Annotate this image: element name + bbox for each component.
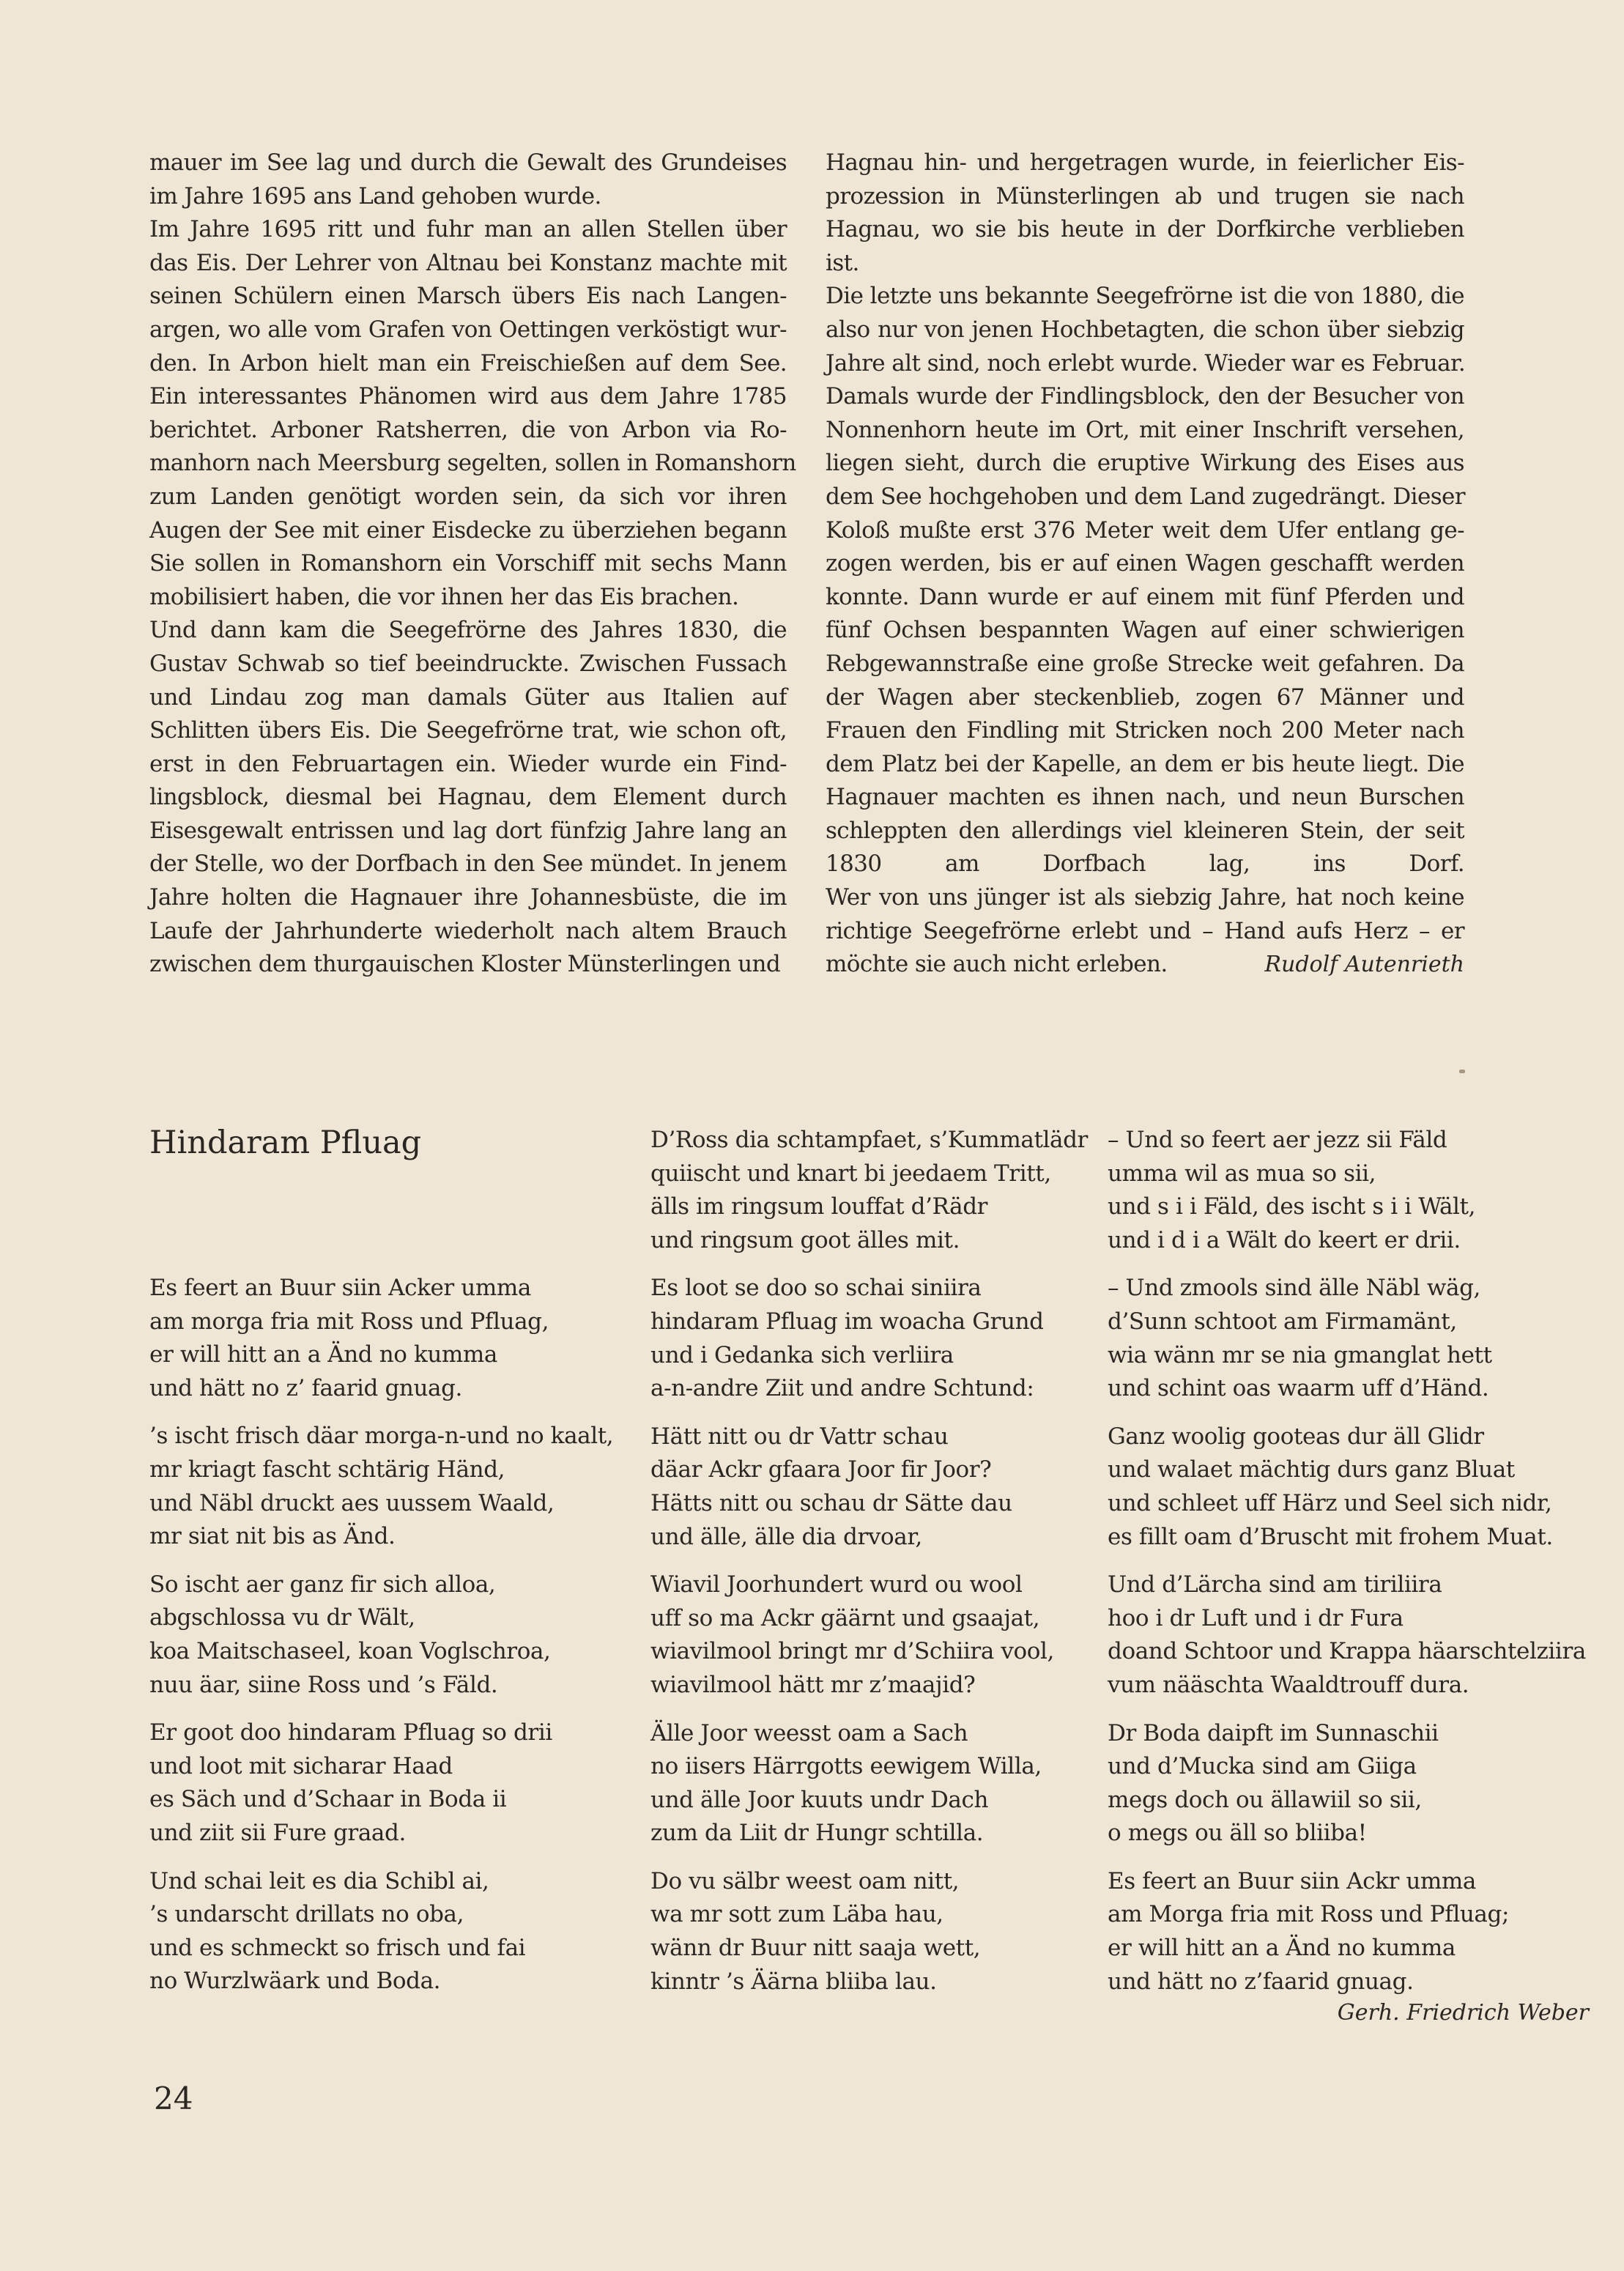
poem-line: Er goot doo hindaram Pfluag so drii — [149, 1719, 552, 1746]
poem-line: umma wil as mua so sii, — [1108, 1160, 1376, 1187]
poem-line: und es schmeckt so frisch und fai — [149, 1934, 526, 1961]
article-line: zwischen dem thurgauischen Kloster Münsterlingen und — [149, 951, 781, 978]
poem-line: es fillt oam d’Bruscht mit frohem Muat. — [1108, 1523, 1553, 1550]
poem-line: und schint oas waarm uff d’Händ. — [1108, 1375, 1489, 1402]
article-line: manhorn nach Meersburg segelten, sollen in Romanshorn — [149, 450, 796, 477]
poem-stanza — [1108, 1420, 1606, 1554]
poem-stanza — [149, 1716, 618, 1850]
article-line: berichtet. Arboner Ratsherren, die von Arbon via Ro- — [149, 416, 787, 443]
article-line: mobilisiert haben, die vor ihnen her das Eis brachen. — [149, 583, 739, 610]
poem-line: So ischt aer ganz fir sich alloa, — [149, 1571, 496, 1598]
article-column-right — [826, 147, 1464, 982]
article-line: Gustav Schwab so tief beeindruckte. Zwischen Fussach — [149, 650, 787, 677]
article-line: dem See hochgehoben und dem Land zugedrängt. Dieser — [826, 483, 1466, 510]
poem-line: und walaet mächtig durs ganz Bluat — [1108, 1456, 1515, 1483]
poem-line: ’s undarscht drillats no oba, — [149, 1901, 464, 1928]
poem-column-1 — [149, 1272, 618, 2013]
poem-line: und älle Joor kuuts undr Dach — [650, 1786, 989, 1813]
article-line: Laufe der Jahrhunderte wiederholt nach altem Brauch — [149, 917, 787, 944]
poem-stanza — [149, 1272, 618, 1405]
article-line: Eisesgewalt entrissen und lag dort fünfzig Jahre lang an — [149, 817, 787, 844]
poem-line: Dr Boda daipft im Sunnaschii — [1108, 1719, 1439, 1746]
poem-line: und i Gedanka sich verliira — [650, 1341, 954, 1368]
article-line: Sie sollen in Romanshorn ein Vorschiff mit sechs Mann — [149, 550, 787, 577]
article-line: Hagnau, wo sie bis heute in der Dorfkirche verblieben — [826, 216, 1464, 243]
article-right-lines — [826, 147, 1464, 948]
poem-line: älls im ringsum louffat d’Rädr — [650, 1193, 988, 1220]
poem-line: quiischt und knart bi jeedaem Tritt, — [650, 1160, 1051, 1187]
article-line: das Eis. Der Lehrer von Altnau bei Konstanz machte mit — [149, 249, 787, 276]
poem-line: no Wurzlwäark und Boda. — [149, 1968, 441, 1995]
poem-line: und Näbl druckt aes uussem Waald, — [149, 1489, 555, 1516]
poem-line: abgschlossa vu dr Wält, — [149, 1604, 415, 1631]
poem-line: hoo i dr Luft und i dr Fura — [1108, 1604, 1404, 1631]
poem-stanza — [650, 1568, 1119, 1702]
article-line: Die letzte uns bekannte Seegefrörne ist die von 1880, die — [826, 283, 1464, 310]
article-line: Augen der See mit einer Eisdecke zu überziehen begann — [149, 516, 787, 544]
article-line: konnte. Dann wurde er auf einem mit fünf Pferden und — [826, 583, 1464, 610]
poem-author: Gerh. Friedrich Weber — [1337, 2000, 1589, 2026]
page-number: 24 — [154, 2081, 193, 2116]
poem-line: hindaram Pfluag im woacha Grund — [650, 1308, 1044, 1335]
poem-line: es Säch und d’Schaar in Boda ii — [149, 1786, 507, 1813]
poem-stanza — [650, 1420, 1119, 1554]
article-line: liegen sieht, durch die eruptive Wirkung des Eises aus — [826, 450, 1464, 477]
poem-line: Ganz woolig gooteas dur äll Glidr — [1108, 1423, 1484, 1450]
poem-line: wiavilmool hätt mr z’maajid? — [650, 1671, 976, 1698]
poem-line: däar Ackr gfaara Joor fir Joor? — [650, 1456, 992, 1483]
poem-stanza — [149, 1420, 618, 1553]
poem-stanza — [650, 1124, 1119, 1257]
poem-line: Es feert an Buur siin Acker umma — [149, 1275, 531, 1301]
article-line: seinen Schülern einen Marsch übers Eis nach Langen- — [149, 283, 787, 310]
poem-line: und s i i Fäld, des ischt s i i Wält, — [1108, 1193, 1476, 1220]
poem-line: – Und so feert aer jezz sii Fäld — [1108, 1127, 1447, 1153]
article-line: Und dann kam die Seegefrörne des Jahres 1830, die — [149, 617, 787, 644]
article-line: Koloß mußte erst 376 Meter weit dem Ufer entlang ge- — [826, 516, 1464, 544]
article-line: dem Platz bei der Kapelle, an dem er bis heute liegt. Die — [826, 750, 1464, 777]
poem-line: a-n-andre Ziit und andre Schtund: — [650, 1375, 1034, 1402]
poem-stanza — [650, 1272, 1119, 1405]
poem-line: wa mr sott zum Läba hau, — [650, 1901, 943, 1928]
poem-line: doand Schtoor und Krappa häarschtelziira — [1108, 1638, 1586, 1665]
article-line: mauer im See lag und durch die Gewalt des Grundeises — [149, 149, 787, 176]
article-line: der Wagen aber steckenblieb, zogen 67 Männer und — [826, 683, 1464, 711]
poem-line: o megs ou äll so bliiba! — [1108, 1820, 1367, 1847]
article-line: Schlitten übers Eis. Die Seegefrörne trat, wie schon oft, — [149, 717, 787, 744]
article-last-line: möchte sie auch nicht erleben. — [826, 951, 1168, 978]
poem-line: ’s ischt frisch däar morga-n-und no kaalt, — [149, 1423, 614, 1450]
poem-stanza — [650, 1865, 1119, 1998]
poem-line: vum nääschta Waaldtrouff dura. — [1108, 1671, 1469, 1698]
article-column-left — [149, 147, 796, 982]
poem-line: Es loot se doo so schai siniira — [650, 1275, 982, 1302]
poem-stanza — [1108, 1568, 1606, 1702]
article-author: Rudolf Autenrieth — [1264, 952, 1464, 978]
article-line: ist. — [826, 249, 859, 276]
poem-line: kinntr ’s Äärna bliiba lau. — [650, 1968, 937, 1995]
poem-line: Wiavil Joorhundert wurd ou wool — [650, 1571, 1023, 1598]
poem-stanza — [149, 1865, 618, 1998]
poem-line: no iisers Härrgotts eewigem Willa, — [650, 1753, 1042, 1780]
article-closing-line — [826, 948, 1464, 982]
poem-stanza — [1108, 1865, 1606, 1998]
poem-column-2 — [650, 1124, 1119, 2013]
poem-line: d’Sunn schtoot am Firmamänt, — [1108, 1308, 1457, 1335]
poem-line: und i d i a Wält do keert er drii. — [1108, 1226, 1461, 1253]
article-line: Hagnauer machten es ihnen nach, und neun Burschen — [826, 784, 1464, 811]
article-line: Nonnenhorn heute im Ort, mit einer Inschrift versehen, — [826, 416, 1464, 443]
poem-line: Und schai leit es dia Schibl ai, — [149, 1867, 489, 1894]
poem-line: mr kriagt fascht schtärig Händ, — [149, 1456, 505, 1483]
article-line: und Lindau zog man damals Güter aus Italien auf — [149, 683, 787, 711]
poem-line: zum da Liit dr Hungr schtilla. — [650, 1820, 984, 1847]
article-line: lingsblock, diesmal bei Hagnau, dem Element durch — [149, 784, 787, 811]
poem-line: am Morga fria mit Ross und Pfluag; — [1108, 1901, 1509, 1928]
poem-line: und d’Mucka sind am Giiga — [1108, 1753, 1417, 1780]
article-line: der Stelle, wo der Dorfbach in den See mündet. In jenem — [149, 851, 787, 878]
poem-line: megs doch ou ällawiil so sii, — [1108, 1786, 1422, 1813]
poem-line: er will hitt an a Änd no kumma — [149, 1341, 497, 1368]
poem-stanza — [149, 1568, 618, 1702]
poem-stanza — [1108, 1272, 1606, 1405]
poem-line: und hätt no z’ faarid gnuag. — [149, 1374, 462, 1401]
article-line: Frauen den Findling mit Stricken noch 200 Meter nach — [826, 717, 1464, 744]
article-line: argen, wo alle vom Grafen von Oettingen verköstigt wur- — [149, 316, 787, 343]
article-line: den. In Arbon hielt man ein Freischießen auf dem See. — [149, 349, 787, 377]
poem-line: und loot mit sicharar Haad — [149, 1752, 453, 1779]
article-line: Wer von uns jünger ist als siebzig Jahre, hat noch keine — [826, 884, 1464, 911]
poem-line: und hätt no z’faarid gnuag. — [1108, 1968, 1414, 1995]
poem-stanza — [1108, 1124, 1606, 1257]
poem-stanza — [1108, 1717, 1606, 1850]
poem-line: wänn dr Buur nitt saaja wett, — [650, 1935, 981, 1962]
poem-line: Älle Joor weesst oam a Sach — [650, 1719, 968, 1746]
poem-line: und ringsum goot älles mit. — [650, 1226, 960, 1253]
poem-line: nuu äar, siine Ross und ’s Fäld. — [149, 1671, 498, 1698]
poem-line: er will hitt an a Änd no kumma — [1108, 1935, 1456, 1962]
poem-line: und älle, älle dia drvoar, — [650, 1523, 922, 1550]
poem-line: wia wänn mr se nia gmanglat hett — [1108, 1341, 1492, 1368]
poem-line: wiavilmool bringt mr d’Schiira vool, — [650, 1638, 1054, 1665]
poem-line: am morga fria mit Ross und Pfluag, — [149, 1308, 549, 1335]
article-line: richtige Seegefrörne erlebt und – Hand aufs Herz – er — [826, 917, 1464, 944]
article-line: Rebgewannstraße eine große Strecke weit gefahren. Da — [826, 650, 1464, 677]
article-line: schleppten den allerdings viel kleineren Stein, der seit — [826, 817, 1464, 844]
article-line: fünf Ochsen bespannten Wagen auf einer schwierigen — [826, 617, 1464, 644]
print-speck — [1459, 1070, 1465, 1073]
poem-line: Do vu sälbr weest oam nitt, — [650, 1867, 960, 1894]
poem-line: Und d’Lärcha sind am tiriliira — [1108, 1571, 1442, 1598]
article-line: Ein interessantes Phänomen wird aus dem Jahre 1785 — [149, 383, 787, 410]
article-line: erst in den Februartagen ein. Wieder wurde ein Find- — [149, 750, 787, 777]
poem-line: mr siat nit bis as Änd. — [149, 1523, 396, 1550]
article-line: im Jahre 1695 ans Land gehoben wurde. — [149, 182, 601, 210]
article-line: Im Jahre 1695 ritt und fuhr man an allen Stellen über — [149, 216, 787, 243]
poem-line: und schleet uff Härz und Seel sich nidr, — [1108, 1489, 1552, 1516]
article-line: prozession in Münsterlingen ab und trugen sie nach — [826, 182, 1464, 210]
poem-line: Es feert an Buur siin Ackr umma — [1108, 1867, 1476, 1894]
article-line: 1830 am Dorfbach lag, ins Dorf. — [826, 851, 1464, 878]
poem-line: Hätts nitt ou schau dr Sätte dau — [650, 1489, 1012, 1516]
poem-column-3 — [1108, 1124, 1606, 2013]
poem-line: D’Ross dia schtampfaet, s’Kummatlädr — [650, 1127, 1088, 1153]
poem-line: und ziit sii Fure graad. — [149, 1819, 406, 1846]
article-line: Jahre alt sind, noch erlebt wurde. Wieder war es Februar. — [826, 349, 1466, 377]
poem-line: koa Maitschaseel, koan Voglschroa, — [149, 1637, 551, 1664]
poem-line: – Und zmools sind älle Näbl wäg, — [1108, 1275, 1481, 1302]
article-line: Damals wurde der Findlingsblock, den der Besucher von — [826, 383, 1464, 410]
poem-title: Hindaram Pfluag — [149, 1125, 422, 1161]
article-line: also nur von jenen Hochbetagten, die schon über siebzig — [826, 316, 1464, 343]
article-line: Jahre holten die Hagnauer ihre Johannesbüste, die im — [149, 884, 787, 911]
poem-line: uff so ma Ackr gäärnt und gsaajat, — [650, 1604, 1040, 1631]
article-line: Hagnau hin- und hergetragen wurde, in feierlicher Eis- — [826, 149, 1464, 176]
article-line: zogen werden, bis er auf einen Wagen geschafft werden — [826, 550, 1464, 577]
poem-stanza — [650, 1717, 1119, 1850]
poem-line: Hätt nitt ou dr Vattr schau — [650, 1423, 949, 1450]
article-line: zum Landen genötigt worden sein, da sich vor ihren — [149, 483, 787, 510]
